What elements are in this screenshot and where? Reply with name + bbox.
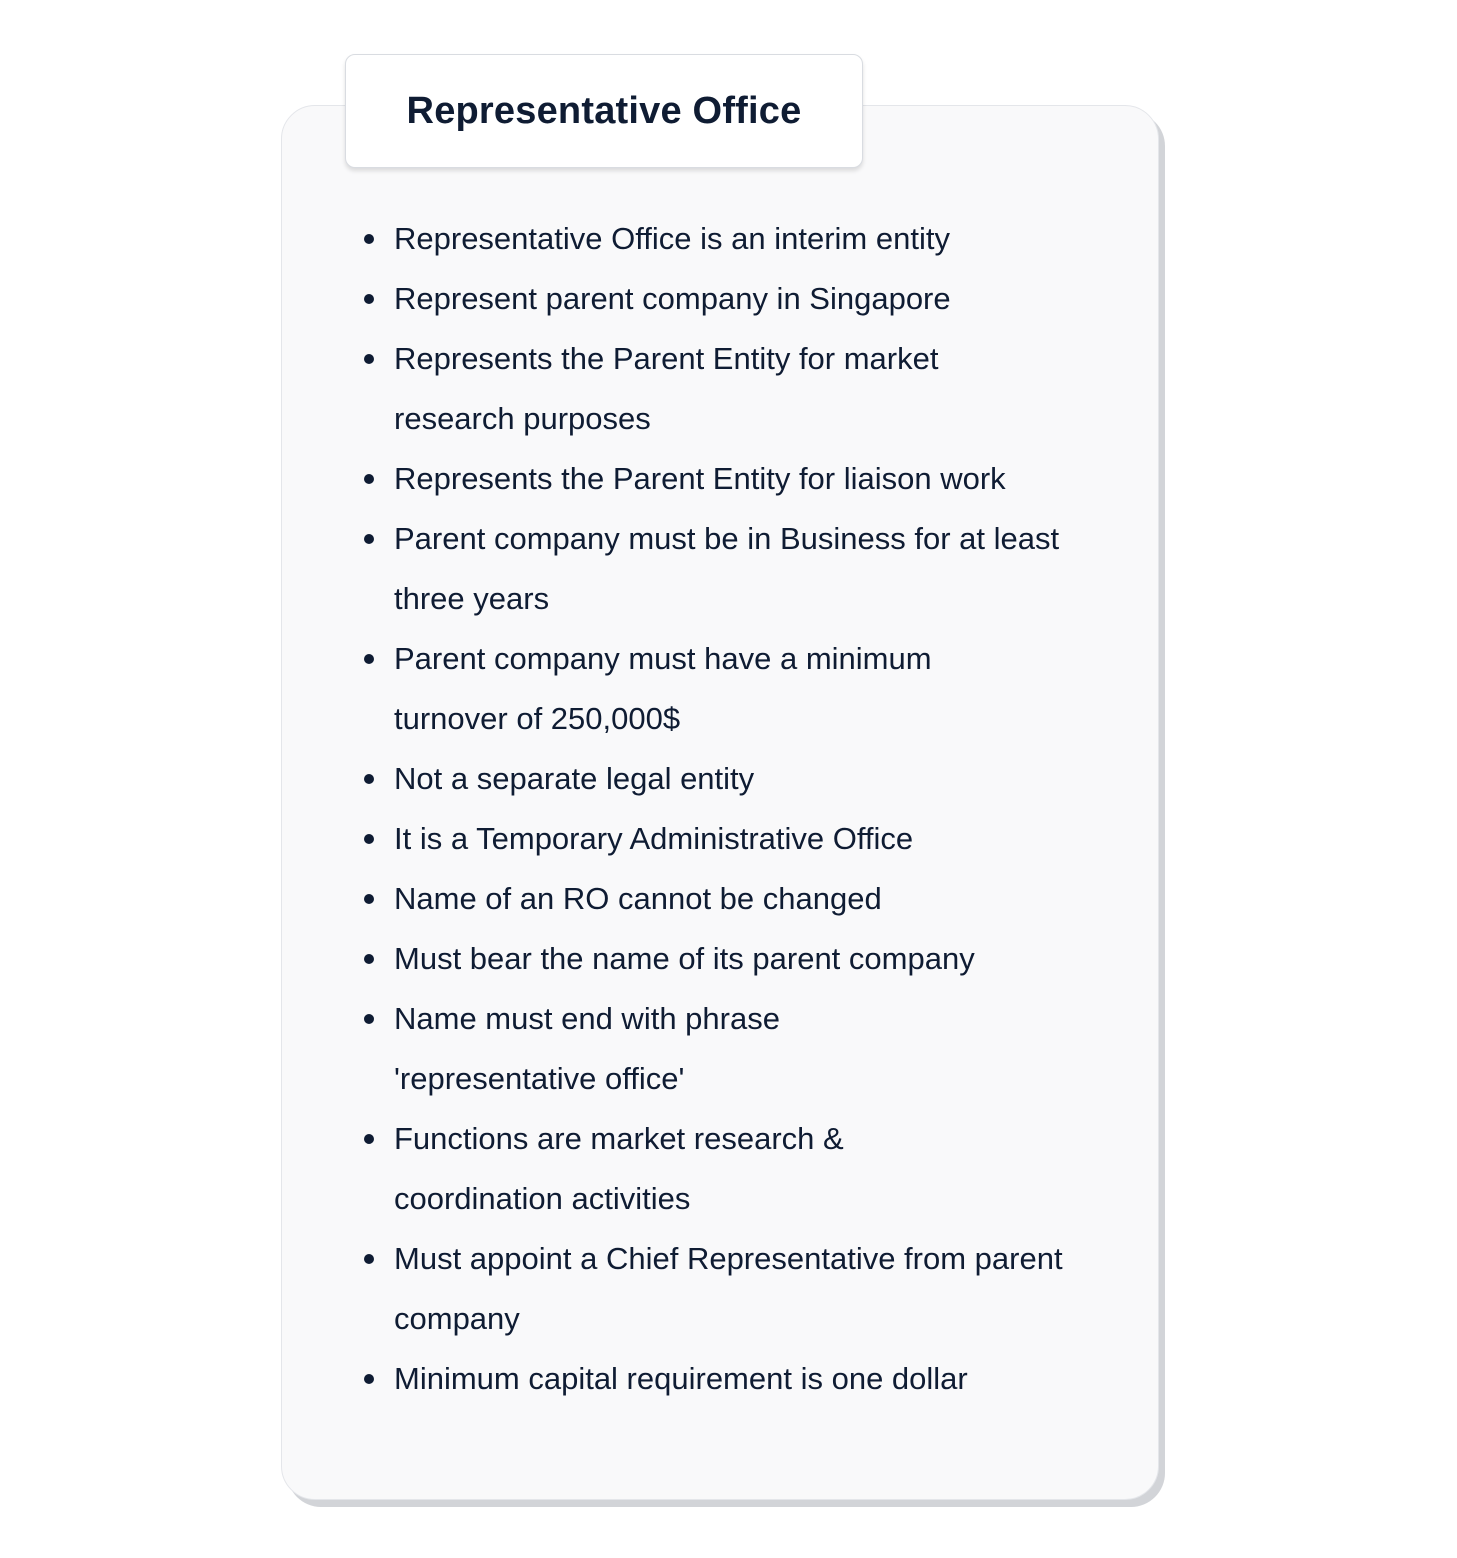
card-title: Representative Office [406,89,802,132]
list-item [360,1349,1060,1409]
list-item [360,269,1060,329]
bullet-list [360,209,1063,1409]
bullet-icon [364,954,374,964]
list-item-text: Representative Office is an interim entity [394,221,950,256]
list-item [360,989,914,1109]
bullet-icon [364,834,374,844]
bullet-icon [364,1134,374,1144]
card-title-tab [345,54,863,168]
list-item [360,869,1060,929]
list-item-text: Not a separate legal entity [394,761,755,796]
list-item [360,509,1084,629]
list-item-text: Must bear the name of its parent company [394,941,975,976]
list-item [360,1229,1074,1349]
list-item-text: Name must end with phrase 'representative office' [394,1001,780,1096]
list-item [360,749,1060,809]
list-item-text: Parent company must have a minimum turnover of 250,000$ [394,641,932,736]
bullet-icon [364,234,374,244]
list-item [360,809,1060,869]
list-item-text: It is a Temporary Administrative Office [394,821,914,856]
bullet-icon [364,774,374,784]
list-item [360,929,1060,989]
list-item-text: Functions are market research & coordination activities [394,1121,844,1216]
list-item-text: Represents the Parent Entity for market research purposes [394,341,939,436]
list-item [360,209,1060,269]
bullet-icon [364,294,374,304]
list-item-text: Name of an RO cannot be changed [394,881,882,916]
list-item [360,329,1034,449]
list-item-text: Represents the Parent Entity for liaison work [394,461,1006,496]
list-item-text: Minimum capital requirement is one dollar [394,1361,968,1396]
bullet-icon [364,894,374,904]
list-item [360,629,1034,749]
bullet-icon [364,354,374,364]
bullet-icon [364,1254,374,1264]
bullet-icon [364,474,374,484]
list-item [360,1109,954,1229]
bullet-icon [364,1374,374,1384]
bullet-icon [364,534,374,544]
bullet-icon [364,654,374,664]
bullet-icon [364,1014,374,1024]
list-item-text: Must appoint a Chief Representative from parent company [394,1241,1063,1336]
list-item-text: Represent parent company in Singapore [394,281,951,316]
list-item-text: Parent company must be in Business for at least three years [394,521,1060,616]
list-item [360,449,1034,509]
